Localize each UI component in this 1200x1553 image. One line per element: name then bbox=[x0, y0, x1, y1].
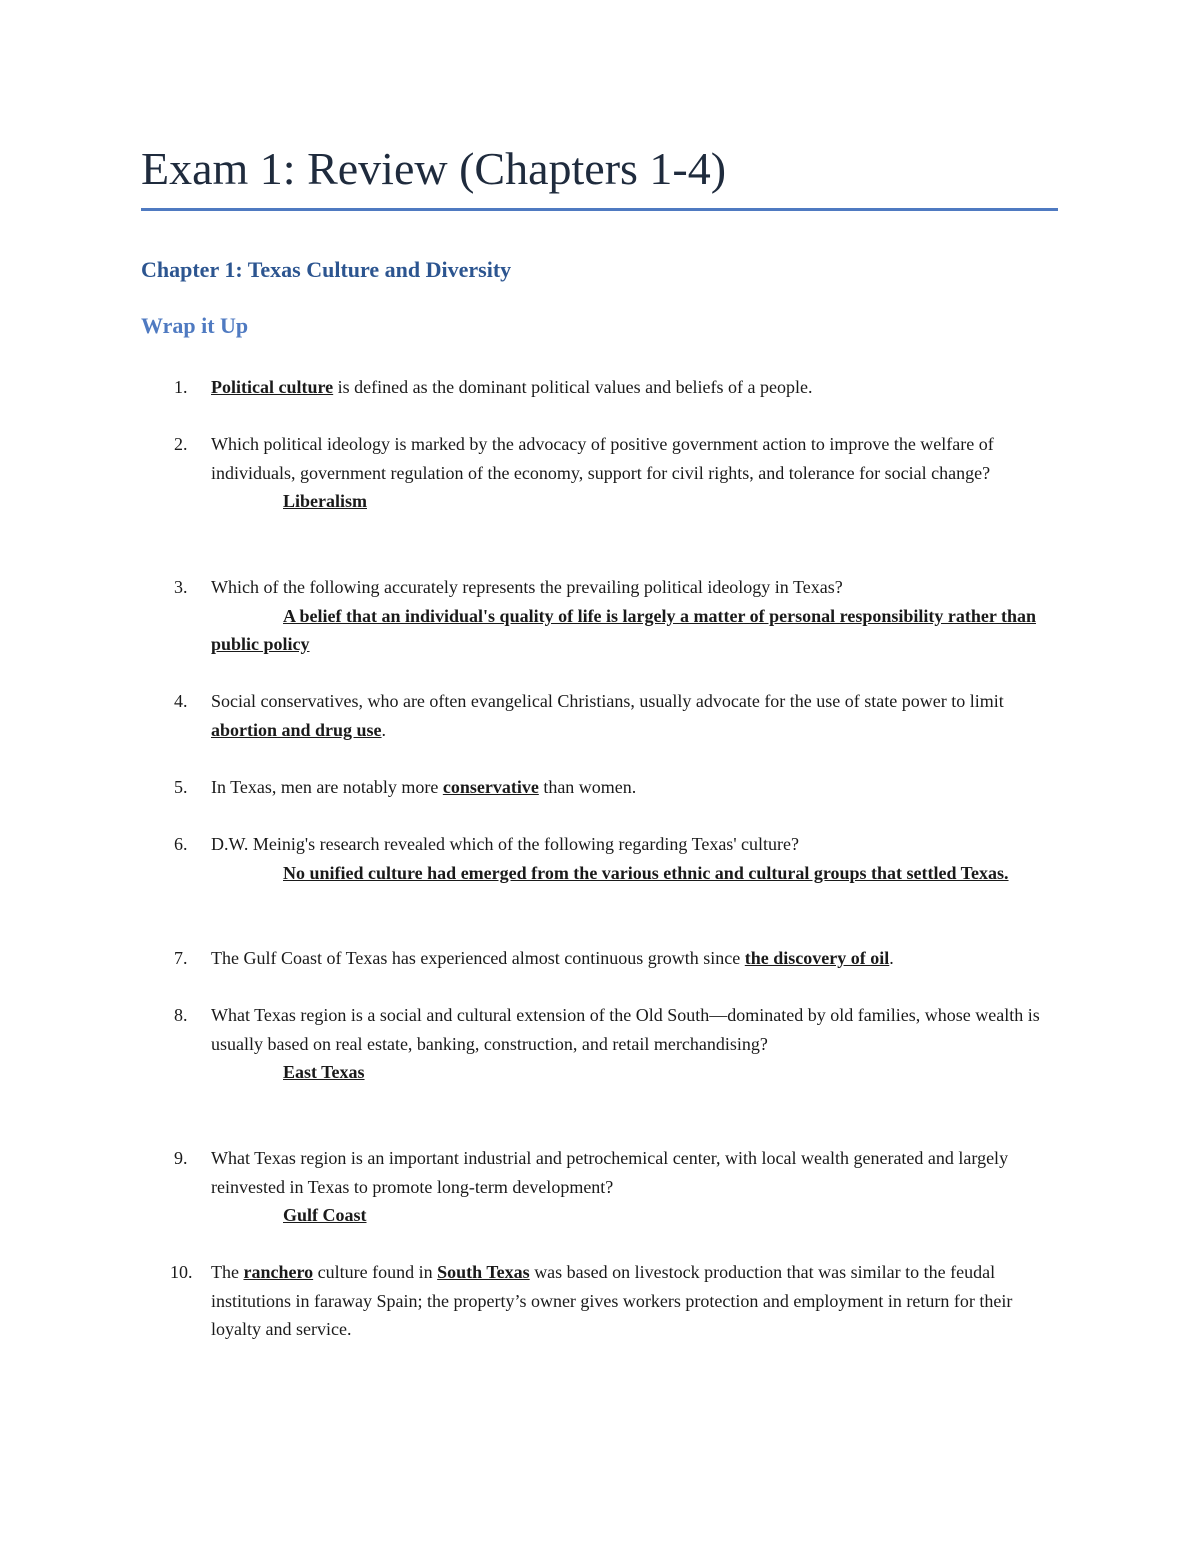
item-number: 10. bbox=[170, 1262, 193, 1282]
answer-text: abortion and drug use bbox=[211, 719, 382, 740]
answer-text: South Texas bbox=[437, 1262, 530, 1282]
list-item bbox=[174, 1001, 1061, 1087]
list-item bbox=[170, 1258, 1061, 1344]
chapter-heading: Chapter 1: Texas Culture and Diversity bbox=[141, 257, 512, 282]
title-underline-rule bbox=[141, 208, 1058, 211]
list-item bbox=[174, 573, 1061, 659]
list-item bbox=[174, 1144, 1061, 1230]
question-text: What Texas region is a social and cultural extension of the Old South—dominated by old families, whose wealth is usually based on real estate, banking, construction, and retail merchandising? bbox=[211, 1005, 1040, 1054]
item-text: Social conservatives, who are often evangelical Christians, usually advocate for the use of state power to limit bbox=[211, 691, 1004, 711]
item-text: In Texas, men are notably more bbox=[211, 777, 443, 797]
list-item bbox=[174, 944, 1061, 973]
item-number: 7. bbox=[174, 948, 188, 968]
list-item bbox=[174, 773, 1061, 802]
answer-text: No unified culture had emerged from the various ethnic and cultural groups that settled Texas. bbox=[283, 862, 1009, 883]
list-item bbox=[174, 830, 1061, 887]
answer-text: ranchero bbox=[243, 1262, 314, 1282]
item-number: 3. bbox=[174, 577, 188, 597]
item-text: . bbox=[889, 948, 894, 968]
list-item bbox=[174, 430, 1061, 516]
item-text: . bbox=[381, 719, 387, 740]
item-text: than women. bbox=[538, 777, 637, 797]
question-text: D.W. Meinig's research revealed which of the following regarding Texas' culture? bbox=[211, 834, 800, 854]
item-number: 8. bbox=[174, 1005, 188, 1025]
item-number: 2. bbox=[174, 434, 188, 454]
document-title: Exam 1: Review (Chapters 1-4) bbox=[141, 143, 727, 194]
answer-text: Gulf Coast bbox=[283, 1205, 367, 1225]
answer-text: Liberalism bbox=[283, 491, 367, 511]
answer-text: A belief that an individual's quality of life is largely a matter of personal responsibility rather than public policy bbox=[211, 605, 1037, 654]
question-text: Which of the following accurately represents the prevailing political ideology in Texas? bbox=[211, 577, 843, 597]
question-text: Which political ideology is marked by the advocacy of positive government action to improve the welfare of individuals, government regulation of the economy, support for civil rights, and tolerance for social change? bbox=[211, 434, 994, 483]
answer-text: East Texas bbox=[283, 1062, 365, 1082]
item-number: 6. bbox=[174, 834, 188, 854]
item-number: 1. bbox=[174, 377, 188, 397]
item-number: 4. bbox=[174, 691, 188, 711]
item-text: culture found in bbox=[313, 1262, 438, 1282]
answer-text: Political culture bbox=[211, 377, 334, 397]
list-item bbox=[174, 687, 1061, 744]
item-text: The bbox=[211, 1262, 244, 1282]
answer-text: conservative bbox=[442, 777, 539, 797]
answer-text: the discovery of oil bbox=[744, 948, 890, 968]
list-item bbox=[174, 373, 1061, 402]
item-number: 9. bbox=[174, 1148, 188, 1168]
item-text: The Gulf Coast of Texas has experienced almost continuous growth since bbox=[211, 948, 745, 968]
question-text: What Texas region is an important industrial and petrochemical center, with local wealth generated and largely reinvested in Texas to promote long-term development? bbox=[211, 1148, 1009, 1197]
item-text: is defined as the dominant political values and beliefs of a people. bbox=[333, 377, 813, 397]
item-text: was based on livestock production that was similar to the feudal institutions in faraway Spain; the property’s owner gives workers protection and employment in return for their loyalty and service. bbox=[211, 1262, 1013, 1339]
section-heading: Wrap it Up bbox=[141, 313, 249, 338]
item-number: 5. bbox=[174, 777, 188, 797]
